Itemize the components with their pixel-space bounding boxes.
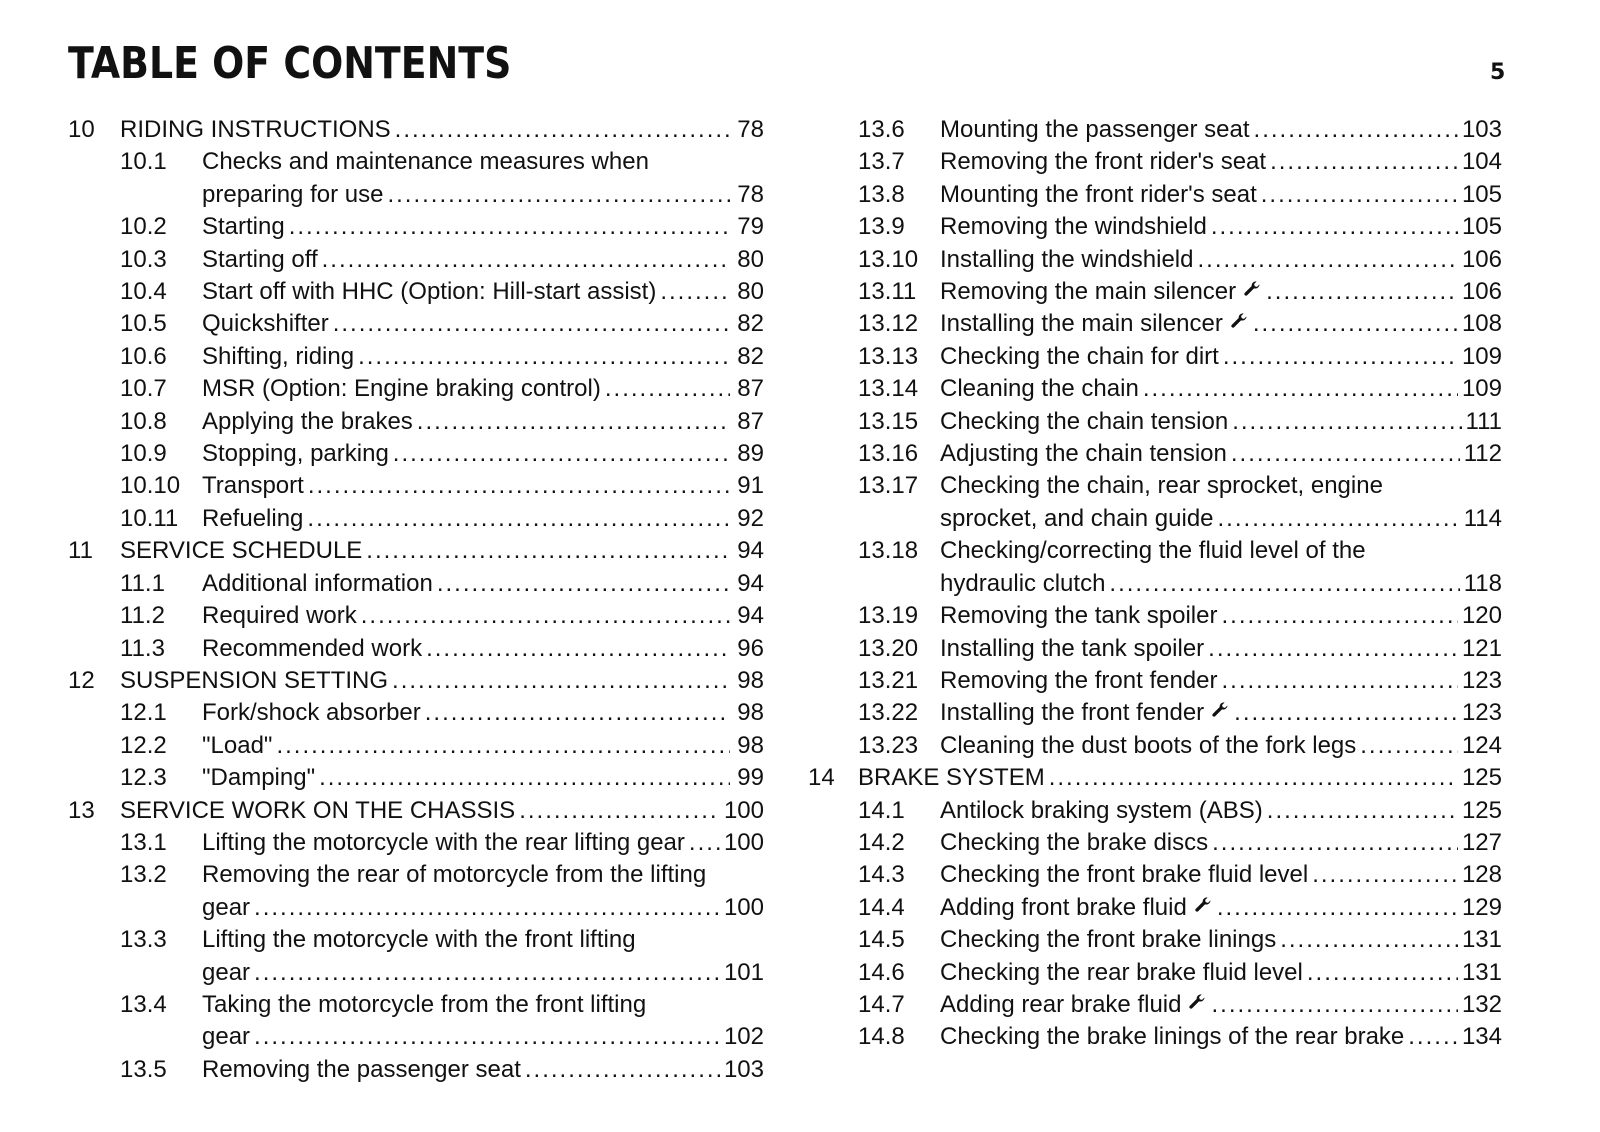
wrench-icon — [1193, 892, 1213, 912]
dot-leader — [525, 1054, 720, 1086]
section-title: Required work — [202, 602, 357, 630]
section-title: Installing the tank spoiler — [940, 634, 1205, 662]
page-ref[interactable]: 134 — [1461, 1023, 1502, 1051]
section-title: MSR (Option: Engine braking control) — [202, 375, 601, 403]
page-number: 5 — [1490, 60, 1506, 85]
section-title: Transport — [202, 472, 304, 500]
section-number: 13.9 — [858, 213, 905, 241]
dot-leader — [1211, 211, 1458, 243]
section-number: 13.7 — [858, 148, 905, 176]
page-ref[interactable]: 123 — [1461, 699, 1502, 727]
page-ref[interactable]: 109 — [1461, 375, 1502, 403]
toc-column-left — [68, 114, 764, 1086]
toc-entry[interactable] — [808, 762, 1502, 794]
page-ref[interactable]: 78 — [737, 180, 764, 208]
toc-entry[interactable] — [68, 438, 764, 470]
dot-leader — [392, 665, 730, 697]
toc-entry[interactable] — [68, 795, 764, 827]
toc-entry[interactable] — [68, 503, 764, 535]
section-number: 12 — [68, 666, 95, 694]
page-ref[interactable]: 108 — [1461, 310, 1502, 338]
dot-leader — [395, 114, 730, 146]
section-title: Removing the windshield — [940, 213, 1207, 241]
dot-leader — [1253, 308, 1458, 340]
page-ref[interactable]: 94 — [737, 602, 764, 630]
section-number: 12.1 — [120, 699, 167, 727]
toc-entry[interactable] — [68, 859, 764, 924]
section-number: 14.4 — [858, 893, 905, 921]
page-ref[interactable]: 82 — [737, 310, 764, 338]
toc-entry[interactable] — [808, 989, 1502, 1021]
toc-entry[interactable] — [68, 244, 764, 276]
toc-entry[interactable] — [68, 1054, 764, 1086]
toc-entry[interactable] — [808, 146, 1502, 178]
section-title: Removing the rear of motorcycle from the lifting — [202, 861, 707, 889]
section-title: SERVICE WORK ON THE CHASSIS — [120, 796, 516, 824]
toc-entry[interactable] — [808, 892, 1502, 924]
dot-leader — [1143, 373, 1458, 405]
page-ref[interactable]: 101 — [723, 958, 764, 986]
page-ref[interactable]: 87 — [737, 407, 764, 435]
dot-leader — [1212, 827, 1458, 859]
toc-entry[interactable] — [808, 114, 1502, 146]
page-ref[interactable]: 89 — [737, 440, 764, 468]
section-title: Taking the motorcycle from the front lifting — [202, 990, 647, 1018]
page-ref[interactable]: 80 — [737, 245, 764, 273]
section-title: Quickshifter — [202, 310, 329, 338]
section-title: preparing for use — [202, 180, 384, 208]
dot-leader — [417, 406, 730, 438]
section-number: 13.10 — [858, 245, 919, 273]
toc-entry[interactable] — [808, 633, 1502, 665]
page-ref[interactable]: 123 — [1461, 666, 1502, 694]
toc-entry[interactable] — [68, 827, 764, 859]
page-ref[interactable]: 99 — [737, 764, 764, 792]
page-ref[interactable]: 92 — [737, 504, 764, 532]
page-ref[interactable]: 100 — [723, 828, 764, 856]
toc-entry[interactable] — [808, 697, 1502, 729]
wrench-icon — [1229, 308, 1249, 328]
section-number: 13.21 — [858, 666, 919, 694]
section-number: 13 — [68, 796, 95, 824]
toc-entry[interactable] — [68, 924, 764, 989]
toc-entry[interactable] — [808, 341, 1502, 373]
page-ref[interactable]: 125 — [1461, 764, 1502, 792]
toc-entry[interactable] — [808, 1021, 1502, 1053]
section-title: Installing the windshield — [940, 245, 1194, 273]
toc-entry[interactable] — [68, 730, 764, 762]
page-ref[interactable]: 98 — [737, 731, 764, 759]
section-number: 13.14 — [858, 375, 919, 403]
section-title: Checking the rear brake fluid level — [940, 958, 1303, 986]
section-number: 14.3 — [858, 861, 905, 889]
section-number: 14.8 — [858, 1023, 905, 1051]
section-title: Mounting the front rider's seat — [940, 180, 1257, 208]
page-ref[interactable]: 118 — [1463, 569, 1502, 597]
section-number: 13.12 — [858, 310, 919, 338]
section-number: 13.2 — [120, 861, 167, 889]
section-title: Adjusting the chain tension — [940, 440, 1227, 468]
section-number: 13.11 — [858, 278, 917, 306]
dot-leader — [1280, 924, 1458, 956]
section-title: SUSPENSION SETTING — [120, 666, 389, 694]
dot-leader — [1109, 568, 1459, 600]
section-title: Checking the chain for dirt — [940, 342, 1219, 370]
dot-leader — [1312, 859, 1458, 891]
section-title: Removing the front rider's seat — [940, 148, 1267, 176]
section-number: 11.1 — [120, 569, 165, 597]
toc-entry[interactable] — [68, 341, 764, 373]
toc-entry[interactable] — [68, 697, 764, 729]
toc-entry[interactable] — [808, 438, 1502, 470]
dot-leader — [1360, 730, 1458, 762]
toc-entry[interactable] — [68, 568, 764, 600]
dot-leader — [289, 211, 730, 243]
dot-leader — [1267, 795, 1458, 827]
dot-leader — [1218, 503, 1460, 535]
section-number: 10.2 — [120, 213, 167, 241]
page-ref[interactable]: 105 — [1461, 213, 1502, 241]
dot-leader — [307, 503, 730, 535]
section-title: Starting — [202, 213, 285, 241]
section-number: 10.11 — [120, 504, 179, 532]
section-title: Lifting the motorcycle with the rear lifting gear — [202, 828, 685, 856]
section-number: 13.1 — [120, 828, 167, 856]
section-number: 13.4 — [120, 990, 167, 1018]
section-number: 13.17 — [858, 472, 919, 500]
toc-entry[interactable] — [68, 146, 764, 211]
dot-leader — [1266, 276, 1458, 308]
dot-leader — [254, 892, 720, 924]
section-number: 12.3 — [120, 764, 167, 792]
page-ref[interactable]: 124 — [1461, 731, 1502, 759]
page-ref[interactable]: 125 — [1461, 796, 1502, 824]
section-number: 10.10 — [120, 472, 181, 500]
section-title: Starting off — [202, 245, 318, 273]
section-title: Lifting the motorcycle with the front lifting — [202, 926, 636, 954]
toc-entry[interactable] — [68, 406, 764, 438]
dot-leader — [387, 179, 730, 211]
page-ref[interactable]: 103 — [1461, 116, 1502, 143]
dot-leader — [1049, 762, 1458, 794]
section-number: 14.2 — [858, 828, 905, 856]
page-ref[interactable]: 105 — [1461, 180, 1502, 208]
toc-entry[interactable] — [68, 308, 764, 340]
dot-leader — [254, 957, 720, 989]
section-title: gear — [202, 1023, 251, 1051]
section-title: sprocket, and chain guide — [940, 504, 1214, 532]
page-ref[interactable]: 120 — [1461, 602, 1502, 630]
toc-entry[interactable] — [68, 600, 764, 632]
page-ref[interactable]: 129 — [1461, 893, 1502, 921]
toc-entry[interactable] — [68, 276, 764, 308]
section-title: RIDING INSTRUCTIONS — [120, 116, 391, 143]
section-title: gear — [202, 958, 251, 986]
section-number: 10.1 — [120, 148, 167, 176]
section-title: Removing the passenger seat — [202, 1055, 521, 1083]
section-title: Checking/correcting the fluid level of the — [940, 537, 1366, 565]
section-title: Adding front brake fluid — [940, 893, 1187, 921]
section-number: 13.13 — [858, 342, 919, 370]
section-title: Additional information — [202, 569, 433, 597]
toc-entry[interactable] — [808, 827, 1502, 859]
page-ref[interactable]: 131 — [1461, 926, 1502, 954]
section-title: hydraulic clutch — [940, 569, 1106, 597]
toc-entry[interactable] — [68, 633, 764, 665]
section-number: 13.8 — [858, 180, 905, 208]
dot-leader — [1307, 957, 1458, 989]
page-ref[interactable]: 91 — [737, 472, 764, 500]
dot-leader — [605, 373, 730, 405]
page-ref[interactable]: 96 — [737, 634, 764, 662]
page-ref[interactable]: 112 — [1463, 440, 1502, 468]
section-number: 13.3 — [120, 926, 167, 954]
section-title: SERVICE SCHEDULE — [120, 537, 363, 565]
dot-leader — [1211, 989, 1457, 1021]
dot-leader — [519, 795, 720, 827]
section-title: Applying the brakes — [202, 407, 413, 435]
section-title: Stopping, parking — [202, 440, 389, 468]
page-ref[interactable]: 79 — [737, 213, 764, 241]
section-number: 14.6 — [858, 958, 905, 986]
section-number: 14.7 — [858, 990, 905, 1018]
page-ref[interactable]: 78 — [737, 116, 764, 143]
toc-entry[interactable] — [68, 762, 764, 794]
dot-leader — [361, 600, 730, 632]
toc-entry[interactable] — [808, 665, 1502, 697]
dot-leader — [437, 568, 730, 600]
dot-leader — [1217, 892, 1458, 924]
section-title: Checking the chain, rear sprocket, engine — [940, 472, 1383, 500]
dot-leader — [308, 470, 730, 502]
section-title: Checking the front brake linings — [940, 926, 1277, 954]
wrench-icon — [1210, 697, 1230, 717]
section-title: Checks and maintenance measures when — [202, 148, 649, 176]
dot-leader — [425, 697, 730, 729]
page-ref[interactable]: 98 — [737, 699, 764, 727]
page-ref[interactable]: 82 — [737, 342, 764, 370]
dot-leader — [1231, 438, 1460, 470]
page-ref[interactable]: 87 — [737, 375, 764, 403]
section-title: Start off with HHC (Option: Hill-start assist) — [202, 278, 657, 306]
section-number: 10.3 — [120, 245, 167, 273]
section-number: 13.5 — [120, 1055, 167, 1083]
dot-leader — [366, 535, 730, 567]
dot-leader — [1234, 697, 1458, 729]
dot-leader — [1222, 665, 1458, 697]
section-number: 13.16 — [858, 440, 919, 468]
dot-leader — [660, 276, 730, 308]
section-number: 13.15 — [858, 407, 919, 435]
toc-entry[interactable] — [68, 470, 764, 502]
section-title: Mounting the passenger seat — [940, 116, 1250, 143]
page-ref[interactable]: 102 — [723, 1023, 764, 1051]
toc-entry[interactable] — [808, 600, 1502, 632]
section-number: 13.19 — [858, 602, 919, 630]
dot-leader — [319, 762, 730, 794]
page-ref[interactable]: 80 — [737, 278, 764, 306]
section-number: 13.22 — [858, 699, 919, 727]
page-title: TABLE OF CONTENTS — [68, 38, 512, 89]
section-title: Installing the main silencer — [940, 310, 1223, 338]
page-ref[interactable]: 131 — [1461, 958, 1502, 986]
section-title: Checking the front brake fluid level — [940, 861, 1309, 889]
toc-entry[interactable] — [68, 373, 764, 405]
page-ref[interactable]: 103 — [723, 1055, 764, 1083]
section-number: 13.18 — [858, 537, 919, 565]
page-ref[interactable]: 121 — [1461, 634, 1502, 662]
dot-leader — [1208, 633, 1458, 665]
dot-leader — [358, 341, 730, 373]
page-ref[interactable]: 132 — [1461, 990, 1502, 1018]
section-title: Checking the brake linings of the rear brake — [940, 1023, 1405, 1051]
section-title: "Load" — [202, 731, 273, 759]
dot-leader — [1270, 146, 1458, 178]
section-title: Cleaning the chain — [940, 375, 1139, 403]
wrench-icon — [1242, 276, 1262, 296]
page-ref[interactable]: 94 — [737, 569, 764, 597]
dot-leader — [333, 308, 730, 340]
page-ref[interactable]: 94 — [737, 537, 764, 565]
section-number: 13.6 — [858, 116, 905, 143]
page-ref[interactable]: 128 — [1461, 861, 1502, 889]
page-ref[interactable]: 106 — [1461, 278, 1502, 306]
section-number: 13.23 — [858, 731, 919, 759]
dot-leader — [1254, 114, 1458, 146]
section-number: 10.8 — [120, 407, 167, 435]
section-title: Installing the front fender — [940, 699, 1205, 727]
dot-leader — [426, 633, 730, 665]
dot-leader — [689, 827, 720, 859]
toc-entry[interactable] — [808, 859, 1502, 891]
section-title: Cleaning the dust boots of the fork legs — [940, 731, 1357, 759]
section-title: Checking the chain tension — [940, 407, 1229, 435]
section-title: Refueling — [202, 504, 304, 532]
page-ref[interactable]: 98 — [737, 666, 764, 694]
toc-entry[interactable] — [808, 795, 1502, 827]
section-number: 14.5 — [858, 926, 905, 954]
dot-leader — [1408, 1021, 1458, 1053]
toc-entry[interactable] — [808, 211, 1502, 243]
toc-entry[interactable] — [808, 179, 1502, 211]
page-ref[interactable]: 111 — [1465, 407, 1502, 435]
dot-leader — [1221, 600, 1457, 632]
section-title: Removing the tank spoiler — [940, 602, 1218, 630]
toc-entry[interactable] — [68, 989, 764, 1054]
section-title: Adding rear brake fluid — [940, 990, 1182, 1018]
page-ref[interactable]: 100 — [723, 893, 764, 921]
section-number: 11.2 — [120, 602, 165, 630]
dot-leader — [1223, 341, 1458, 373]
toc-entry[interactable] — [808, 957, 1502, 989]
section-title: Recommended work — [202, 634, 423, 662]
page-ref[interactable]: 114 — [1463, 504, 1502, 532]
page-ref[interactable]: 127 — [1461, 828, 1502, 856]
section-title: "Damping" — [202, 764, 316, 792]
toc-entry[interactable] — [68, 535, 764, 567]
dot-leader — [1261, 179, 1458, 211]
toc-entry[interactable] — [808, 373, 1502, 405]
toc-entry[interactable] — [808, 276, 1502, 308]
section-number: 14.1 — [858, 796, 905, 824]
section-number: 13.20 — [858, 634, 919, 662]
dot-leader — [276, 730, 730, 762]
section-number: 11.3 — [120, 634, 165, 662]
section-title: Removing the main silencer — [940, 278, 1237, 306]
page-ref[interactable]: 109 — [1461, 342, 1502, 370]
section-number: 14 — [808, 764, 835, 792]
section-number: 10.7 — [120, 375, 167, 403]
section-number: 12.2 — [120, 731, 167, 759]
section-number: 10 — [68, 116, 95, 143]
toc-column-right — [808, 114, 1502, 1054]
toc-entry[interactable] — [808, 924, 1502, 956]
page-ref[interactable]: 100 — [723, 796, 764, 824]
section-title: BRAKE SYSTEM — [858, 764, 1045, 792]
dot-leader — [393, 438, 730, 470]
section-number: 10.4 — [120, 278, 167, 306]
section-number: 10.9 — [120, 440, 167, 468]
section-title: Fork/shock absorber — [202, 699, 421, 727]
toc-entry[interactable] — [808, 244, 1502, 276]
section-title: Shifting, riding — [202, 342, 355, 370]
section-title: Removing the front fender — [940, 666, 1218, 694]
section-title: gear — [202, 893, 251, 921]
section-title: Antilock braking system (ABS) — [940, 796, 1263, 824]
toc-entry[interactable] — [808, 406, 1502, 438]
toc-entry[interactable] — [808, 308, 1502, 340]
section-number: 10.6 — [120, 342, 167, 370]
toc-entry[interactable] — [68, 114, 764, 146]
page-ref[interactable]: 106 — [1461, 245, 1502, 273]
dot-leader — [254, 1021, 720, 1053]
toc-entry[interactable] — [808, 730, 1502, 762]
toc-entry[interactable] — [808, 535, 1502, 600]
dot-leader — [322, 244, 730, 276]
toc-entry[interactable] — [808, 470, 1502, 535]
section-number: 11 — [68, 537, 93, 565]
page-ref[interactable]: 104 — [1461, 148, 1502, 176]
section-number: 10.5 — [120, 310, 167, 338]
wrench-icon — [1187, 989, 1207, 1009]
toc-entry[interactable] — [68, 665, 764, 697]
dot-leader — [1232, 406, 1461, 438]
toc-entry[interactable] — [68, 211, 764, 243]
dot-leader — [1198, 244, 1458, 276]
section-title: Checking the brake discs — [940, 828, 1209, 856]
